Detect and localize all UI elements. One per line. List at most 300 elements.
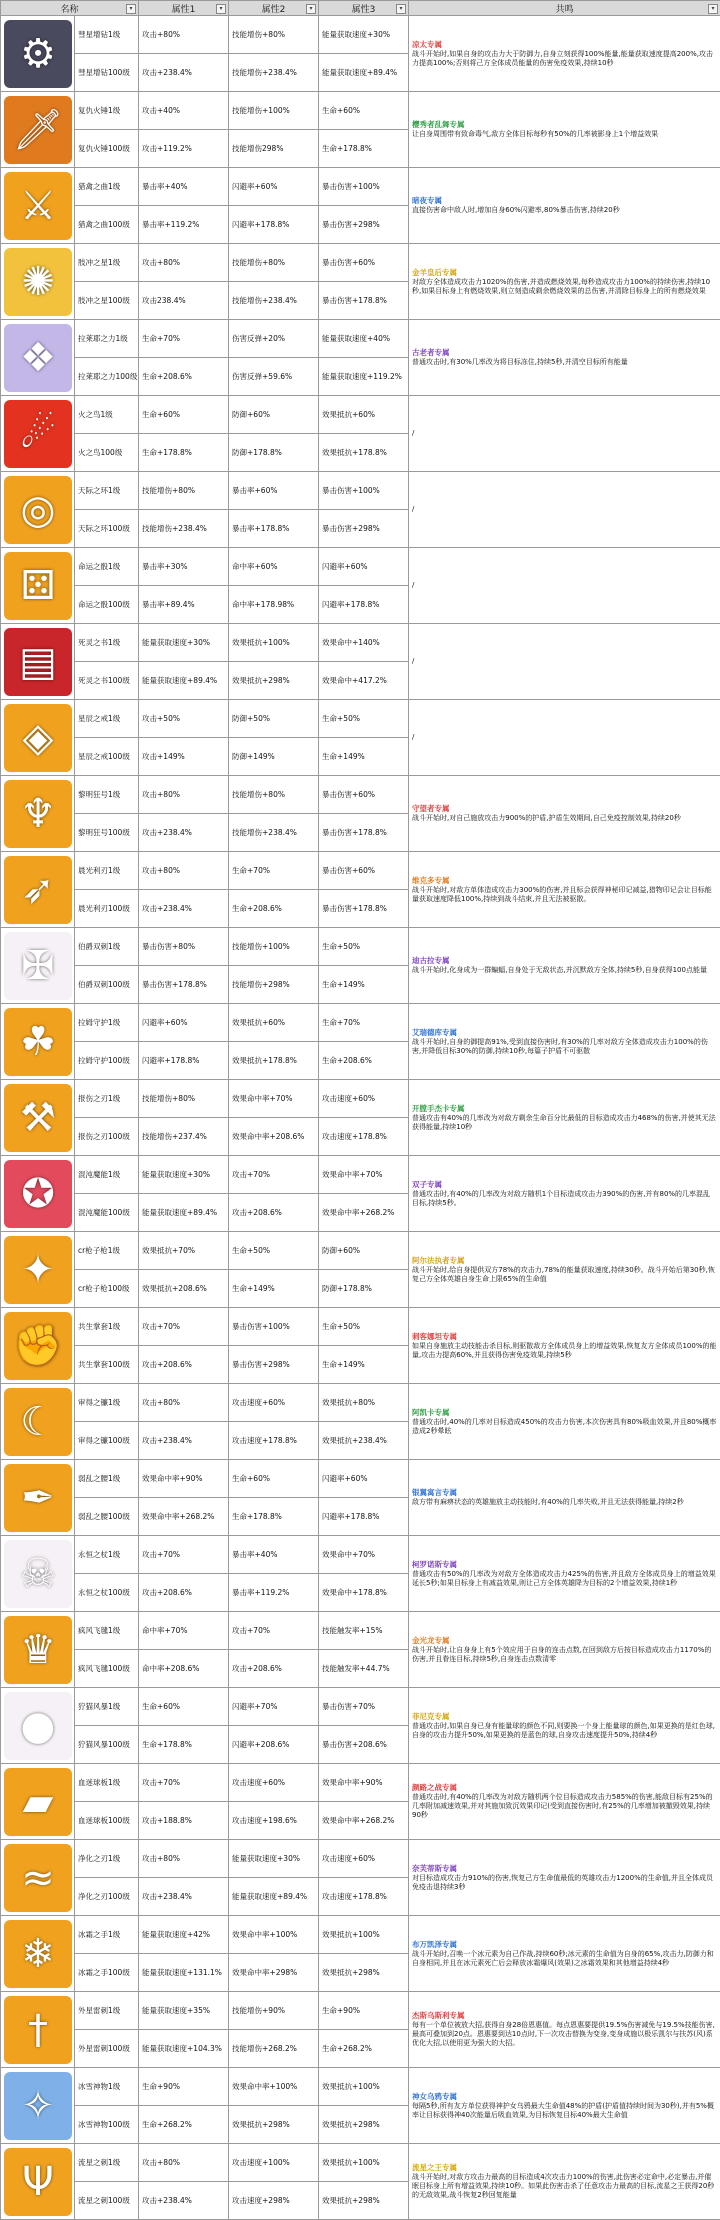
item-name[interactable]: 流星之刺100级 [75, 2182, 139, 2220]
attr2-value[interactable]: 效果命中率+208.6% [229, 1118, 319, 1156]
attr1-value[interactable]: 生命+90% [139, 2068, 229, 2106]
attr3-value[interactable]: 能量获取速度+40% [319, 320, 409, 358]
item-name[interactable]: cr枪子枪1级 [75, 1232, 139, 1270]
attr3-value[interactable]: 技能触发率+44.7% [319, 1650, 409, 1688]
attr1-value[interactable]: 技能增伤+80% [139, 1080, 229, 1118]
attr3-value[interactable]: 效果抵抗+100% [319, 2144, 409, 2182]
attr1-value[interactable]: 攻击+40% [139, 92, 229, 130]
skill-description: 普通攻击时,有40%的几率改为对敌方随机两个位目标造成攻击力585%的伤害,能敌目标有25%的几率附加减速效果,并对其施加致沉效果印记(受到直接伤害时,有25%的几率增加被撤毁效果,持续90秒 [412, 1793, 713, 1819]
attr2-value[interactable]: 能量获取速度+89.4% [229, 1878, 319, 1916]
attr3-value[interactable]: 暴击伤害+60% [319, 776, 409, 814]
resonance-desc-cell[interactable] [409, 1080, 720, 1156]
attr3-value[interactable]: 效果抵抗+298% [319, 2106, 409, 2144]
skill-description: 战斗开始时,对自己施放攻击力900%的护盾,护盾生效期间,自己免疫控制效果,持续20秒 [412, 814, 681, 822]
attr3-value[interactable]: 攻击速度+60% [319, 1080, 409, 1118]
item-name[interactable]: 死灵之书1级 [75, 624, 139, 662]
item-name[interactable]: 猎禽之曲100级 [75, 206, 139, 244]
attr3-value[interactable]: 攻击速度+60% [319, 1840, 409, 1878]
scythe-icon [4, 1388, 72, 1456]
attr3-value[interactable]: 生命+50% [319, 1308, 409, 1346]
attr3-value[interactable]: 暴击伤害+178.8% [319, 282, 409, 320]
attr1-value[interactable]: 攻击+70% [139, 1536, 229, 1574]
attr1-value[interactable]: 能量获取速度+131.1% [139, 1954, 229, 1992]
item-name[interactable]: 疯风飞毽100级 [75, 1650, 139, 1688]
skill-title: 双子专属 [412, 1180, 717, 1189]
attr1-value[interactable]: 攻击+80% [139, 776, 229, 814]
attr2-value[interactable]: 命中率+178.98% [229, 586, 319, 624]
attr3-value[interactable]: 效果抵抗+298% [319, 1954, 409, 1992]
attr3-value[interactable]: 闪避率+178.8% [319, 586, 409, 624]
purple-orb-icon [4, 1692, 72, 1760]
item-name[interactable]: 审得之镰1级 [75, 1384, 139, 1422]
header-name[interactable]: 名称 ▾ [1, 1, 139, 16]
attr2-value[interactable]: 攻击+70% [229, 1156, 319, 1194]
attr2-value[interactable]: 伤害反弹+59.6% [229, 358, 319, 396]
header-attr2[interactable]: 属性2 ▾ [229, 1, 319, 16]
attr1-value[interactable]: 攻击+149% [139, 738, 229, 776]
skull-staff-icon [4, 1540, 72, 1608]
attr2-value[interactable]: 生命+178.8% [229, 1498, 319, 1536]
attr2-value[interactable]: 技能增伤+238.4% [229, 814, 319, 852]
attr3-value[interactable]: 生命+90% [319, 1992, 409, 2030]
attr1-value[interactable]: 攻击+238.4% [139, 54, 229, 92]
attr3-value[interactable]: 效果抵抗+60% [319, 396, 409, 434]
attr1-value[interactable]: 技能增伤+238.4% [139, 510, 229, 548]
resonance-desc-cell[interactable] [409, 16, 720, 92]
item-name[interactable]: 混沌魔能100级 [75, 1194, 139, 1232]
resonance-desc-cell[interactable] [409, 1992, 720, 2068]
attr2-value[interactable]: 效果抵抗+298% [229, 2106, 319, 2144]
item-name[interactable]: 拉莱耶之力1级 [75, 320, 139, 358]
attr2-value[interactable]: 攻击速度+60% [229, 1384, 319, 1422]
item-name[interactable]: 黎明狂号1级 [75, 776, 139, 814]
item-icon-cell [1, 1840, 75, 1916]
item-name[interactable]: 永恒之杖1级 [75, 1536, 139, 1574]
item-name[interactable]: 彗星增钻100级 [75, 54, 139, 92]
item-name[interactable]: 净化之刃1级 [75, 1840, 139, 1878]
attr3-value[interactable]: 暴击伤害+178.8% [319, 814, 409, 852]
attr1-value[interactable]: 生命+178.8% [139, 1726, 229, 1764]
item-name[interactable]: 弱乱之腰100级 [75, 1498, 139, 1536]
attr3-value[interactable]: 生命+149% [319, 966, 409, 1004]
resonance-desc-cell[interactable] [409, 2068, 720, 2144]
attr2-value[interactable]: 效果命中率+298% [229, 1954, 319, 1992]
attr3-value[interactable]: 效果命中率+268.2% [319, 1802, 409, 1840]
attr3-value[interactable]: 攻击速度+178.8% [319, 1118, 409, 1156]
attr2-value[interactable]: 生命+60% [229, 1460, 319, 1498]
attr2-value[interactable]: 效果命中率+100% [229, 2068, 319, 2106]
attr2-value[interactable]: 闪避率+60% [229, 168, 319, 206]
attr3-value[interactable]: 技能触发率+15% [319, 1612, 409, 1650]
item-name[interactable]: 外星雷刺100级 [75, 2030, 139, 2068]
attr3-value[interactable]: 生命+268.2% [319, 2030, 409, 2068]
header-row [1, 1, 720, 16]
attr1-value[interactable]: 能量获取速度+30% [139, 1156, 229, 1194]
resonance-desc-cell[interactable] [409, 624, 720, 700]
item-name[interactable]: 肢冲之星100级 [75, 282, 139, 320]
item-name[interactable]: 拉姆守护100级 [75, 1042, 139, 1080]
attr2-value[interactable]: 生命+50% [229, 1232, 319, 1270]
resonance-desc-cell[interactable] [409, 548, 720, 624]
attr3-value[interactable]: 效果命中+178.8% [319, 1574, 409, 1612]
item-name[interactable]: 猎禽之曲1级 [75, 168, 139, 206]
attr1-value[interactable]: 攻击+80% [139, 1840, 229, 1878]
attr1-value[interactable]: 攻击+80% [139, 1384, 229, 1422]
attr2-value[interactable]: 暴击率+40% [229, 1536, 319, 1574]
item-icon-cell [1, 2144, 75, 2220]
item-name[interactable]: 复仇火锤100级 [75, 130, 139, 168]
attr2-value[interactable]: 生命+70% [229, 852, 319, 890]
item-name[interactable]: 冰霜之手1级 [75, 1916, 139, 1954]
attr1-value[interactable]: 能量获取速度+89.4% [139, 1194, 229, 1232]
attr2-value[interactable]: 攻击速度+198.6% [229, 1802, 319, 1840]
attr1-value[interactable]: 暴击伤害+178.8% [139, 966, 229, 1004]
attr3-value[interactable]: 攻击速度+178.8% [319, 1878, 409, 1916]
resonance-desc-cell[interactable] [409, 1384, 720, 1460]
resonance-desc-cell[interactable] [409, 244, 720, 320]
attr1-value[interactable]: 攻击+70% [139, 1764, 229, 1802]
attr3-value[interactable]: 生命+70% [319, 1004, 409, 1042]
filter-dropdown-icon[interactable]: ▾ [306, 4, 316, 14]
attr2-value[interactable]: 技能增伤+80% [229, 16, 319, 54]
attr1-value[interactable]: 能量获取速度+30% [139, 624, 229, 662]
item-name[interactable]: 火之鸟100级 [75, 434, 139, 472]
item-name[interactable]: 黎明狂号100级 [75, 814, 139, 852]
attr2-value[interactable]: 技能增伤+268.2% [229, 2030, 319, 2068]
attr1-value[interactable]: 生命+208.6% [139, 358, 229, 396]
table-row [1, 1232, 720, 1270]
attr2-value[interactable]: 能量获取速度+30% [229, 1840, 319, 1878]
attr1-value[interactable]: 能量获取速度+104.3% [139, 2030, 229, 2068]
attr2-value[interactable]: 技能增伤+90% [229, 1992, 319, 2030]
attr2-value[interactable]: 防御+149% [229, 738, 319, 776]
attr1-value[interactable]: 效果命中率+90% [139, 1460, 229, 1498]
resonance-desc-cell[interactable] [409, 1916, 720, 1992]
twin-gun-icon [4, 1160, 72, 1228]
attr3-value[interactable]: 暴击伤害+100% [319, 472, 409, 510]
item-name[interactable]: 冰雪神物1级 [75, 2068, 139, 2106]
attr1-value[interactable]: 能量获取速度+89.4% [139, 662, 229, 700]
item-icon-cell [1, 1156, 75, 1232]
item-name[interactable]: 报伤之刃1级 [75, 1080, 139, 1118]
flame-sword-icon [4, 1084, 72, 1152]
attr1-value[interactable]: 效果命中率+268.2% [139, 1498, 229, 1536]
resonance-desc-cell[interactable] [409, 1688, 720, 1764]
attr3-value[interactable]: 生命+178.8% [319, 130, 409, 168]
item-name[interactable]: 血迷球板1级 [75, 1764, 139, 1802]
resonance-desc-cell[interactable] [409, 776, 720, 852]
resonance-desc-cell[interactable] [409, 320, 720, 396]
attr3-value[interactable]: 暴击伤害+60% [319, 852, 409, 890]
attr2-value[interactable]: 暴击伤害+100% [229, 1308, 319, 1346]
item-name[interactable]: 晨光利刃1级 [75, 852, 139, 890]
attr2-value[interactable]: 技能增伤+100% [229, 92, 319, 130]
item-name[interactable]: 星辰之戒100级 [75, 738, 139, 776]
attr2-value[interactable]: 效果抵抗+100% [229, 624, 319, 662]
skill-description: / [412, 581, 414, 589]
attr3-value[interactable]: 能量获取速度+30% [319, 16, 409, 54]
resonance-desc-cell[interactable] [409, 1536, 720, 1612]
attr3-value[interactable]: 暴击伤害+298% [319, 206, 409, 244]
attr1-value[interactable]: 暴击率+30% [139, 548, 229, 586]
attr3-value[interactable]: 效果抵抗+178.8% [319, 434, 409, 472]
resonance-desc-cell[interactable] [409, 928, 720, 1004]
attr3-value[interactable]: 效果命中+417.2% [319, 662, 409, 700]
attr1-value[interactable]: 攻击+70% [139, 1308, 229, 1346]
item-name[interactable]: 拉姆守护1级 [75, 1004, 139, 1042]
attr2-value[interactable]: 防御+178.8% [229, 434, 319, 472]
resonance-desc-cell[interactable] [409, 1764, 720, 1840]
item-glyph: ♆ [4, 780, 72, 848]
attr1-value[interactable]: 攻击+50% [139, 700, 229, 738]
item-name[interactable]: 彗星增钻1级 [75, 16, 139, 54]
attr1-value[interactable]: 攻击+208.6% [139, 1346, 229, 1384]
item-name[interactable]: 星辰之戒1级 [75, 700, 139, 738]
item-name[interactable]: 审得之镰100级 [75, 1422, 139, 1460]
attr1-value[interactable]: 攻击+238.4% [139, 814, 229, 852]
attr1-value[interactable]: 生命+70% [139, 320, 229, 358]
attr1-value[interactable]: 暴击伤害+80% [139, 928, 229, 966]
attr3-value[interactable]: 效果命中+140% [319, 624, 409, 662]
attr3-value[interactable]: 防御+178.8% [319, 1270, 409, 1308]
attr3-value[interactable]: 效果抵抗+80% [319, 1384, 409, 1422]
attr1-value[interactable]: 技能增伤+80% [139, 472, 229, 510]
item-icon-cell [1, 624, 75, 700]
item-name[interactable]: 净化之刃100级 [75, 1878, 139, 1916]
attr3-value[interactable]: 效果命中率+268.2% [319, 1194, 409, 1232]
table-row [1, 1764, 720, 1802]
item-name[interactable]: 冰霜之手100级 [75, 1954, 139, 1992]
item-name[interactable]: 共生掌套1级 [75, 1308, 139, 1346]
resonance-desc-cell[interactable] [409, 1612, 720, 1688]
attr2-value[interactable]: 攻击速度+100% [229, 2144, 319, 2182]
resonance-desc-cell[interactable] [409, 1840, 720, 1916]
attr2-value[interactable]: 技能增伤+80% [229, 776, 319, 814]
skill-title: 古老者专属 [412, 348, 717, 357]
item-name[interactable]: 复仇火锤1级 [75, 92, 139, 130]
attr3-value[interactable]: 生命+208.6% [319, 1042, 409, 1080]
dice-icon [4, 552, 72, 620]
attr1-value[interactable]: 效果抵抗+208.6% [139, 1270, 229, 1308]
attr2-value[interactable]: 暴击率+178.8% [229, 510, 319, 548]
attr1-value[interactable]: 能量获取速度+42% [139, 1916, 229, 1954]
attr1-value[interactable]: 攻击+238.4% [139, 2182, 229, 2220]
item-glyph: † [4, 1996, 72, 2064]
header-desc[interactable]: 共鸣 ▾ [409, 1, 720, 16]
attr1-value[interactable]: 攻击+80% [139, 244, 229, 282]
attr2-value[interactable]: 技能增伤+100% [229, 928, 319, 966]
attr3-value[interactable]: 防御+60% [319, 1232, 409, 1270]
attr3-value[interactable]: 生命+149% [319, 738, 409, 776]
attr3-value[interactable]: 暴击伤害+208.6% [319, 1726, 409, 1764]
attr2-value[interactable]: 效果命中率+100% [229, 1916, 319, 1954]
item-name[interactable]: 疯风飞毽1级 [75, 1612, 139, 1650]
resonance-desc-cell[interactable] [409, 396, 720, 472]
attr3-value[interactable]: 生命+60% [319, 92, 409, 130]
attr1-value[interactable]: 生命+268.2% [139, 2106, 229, 2144]
skill-title: 艾瑞德库专属 [412, 1028, 717, 1037]
attr3-value[interactable]: 暴击伤害+100% [319, 168, 409, 206]
item-name[interactable]: 流星之刺1级 [75, 2144, 139, 2182]
attr2-value[interactable]: 闪避率+70% [229, 1688, 319, 1726]
resonance-desc-cell[interactable] [409, 472, 720, 548]
attr3-value[interactable]: 效果命中率+70% [319, 1156, 409, 1194]
resonance-desc-cell[interactable] [409, 700, 720, 776]
item-name[interactable]: 伯爵双刺100级 [75, 966, 139, 1004]
attr2-value[interactable]: 技能增伤+238.4% [229, 282, 319, 320]
item-name[interactable]: 共生掌套100级 [75, 1346, 139, 1384]
attr3-value[interactable]: 生命+149% [319, 1346, 409, 1384]
header-attr1[interactable]: 属性1 ▾ [139, 1, 229, 16]
resonance-desc-cell[interactable] [409, 1232, 720, 1308]
attr1-value[interactable]: 攻击+188.8% [139, 1802, 229, 1840]
attr2-value[interactable]: 攻击速度+178.8% [229, 1422, 319, 1460]
resonance-desc-cell[interactable] [409, 2144, 720, 2220]
attr3-value[interactable]: 效果抵抗+100% [319, 2068, 409, 2106]
attr2-value[interactable]: 闪避率+178.8% [229, 206, 319, 244]
attr3-value[interactable]: 效果命中+70% [319, 1536, 409, 1574]
attr3-value[interactable]: 暴击伤害+60% [319, 244, 409, 282]
item-name[interactable]: 伯爵双刺1级 [75, 928, 139, 966]
item-name[interactable]: 命运之骰1级 [75, 548, 139, 586]
item-name[interactable]: 天际之环1级 [75, 472, 139, 510]
attr1-value[interactable]: 能量获取速度+35% [139, 1992, 229, 2030]
item-name[interactable]: 拉莱耶之力100级 [75, 358, 139, 396]
filter-dropdown-icon[interactable]: ▾ [396, 4, 406, 14]
attr3-value[interactable]: 效果抵抗+238.4% [319, 1422, 409, 1460]
attr2-value[interactable]: 技能增伤+238.4% [229, 54, 319, 92]
attr1-value[interactable]: 攻击+238.4% [139, 890, 229, 928]
attr3-value[interactable]: 闪避率+178.8% [319, 1498, 409, 1536]
attr3-value[interactable]: 暴击伤害+178.8% [319, 890, 409, 928]
resonance-desc-cell[interactable] [409, 1156, 720, 1232]
resonance-desc-cell[interactable] [409, 1460, 720, 1536]
resonance-desc-cell[interactable] [409, 1308, 720, 1384]
attr1-value[interactable]: 攻击+80% [139, 2144, 229, 2182]
skill-description: 普通攻击时,有40%的几率改为对敌方随机1个目标造成攻击力390%的伤害,并有80%的几率混乱目标,持续5秒。 [412, 1190, 710, 1207]
attr2-value[interactable]: 防御+50% [229, 700, 319, 738]
attr1-value[interactable]: 攻击+238.4% [139, 1878, 229, 1916]
item-name[interactable]: 永恒之杖100级 [75, 1574, 139, 1612]
attr2-value[interactable]: 暴击伤害+298% [229, 1346, 319, 1384]
attr2-value[interactable]: 攻击速度+60% [229, 1764, 319, 1802]
attr1-value[interactable]: 生命+60% [139, 1688, 229, 1726]
attr3-value[interactable]: 能量获取速度+89.4% [319, 54, 409, 92]
attr1-value[interactable]: 生命+178.8% [139, 434, 229, 472]
item-name[interactable]: 狞猫风暴1级 [75, 1688, 139, 1726]
item-name[interactable]: 肢冲之星1级 [75, 244, 139, 282]
item-name[interactable]: 弱乱之腰1级 [75, 1460, 139, 1498]
skill-description: 普通攻击有50%的几率改为对敌方全体造成攻击力425%的伤害,并且敌方全体成员身上的增益效果延长5秒;如果目标身上有减益效果,则让己方全体英雄降为目标的2个增益效果,持续1秒 [412, 1570, 716, 1587]
attr2-value[interactable]: 攻击+208.6% [229, 1194, 319, 1232]
resonance-desc-cell[interactable] [409, 168, 720, 244]
attr1-value[interactable]: 效果抵抗+70% [139, 1232, 229, 1270]
item-name[interactable]: 血迷球板100级 [75, 1802, 139, 1840]
attr1-value[interactable]: 闪避率+178.8% [139, 1042, 229, 1080]
attr3-value[interactable]: 效果抵抗+298% [319, 2182, 409, 2220]
attr1-value[interactable]: 攻击+208.6% [139, 1574, 229, 1612]
item-name[interactable]: 外星雷刺1级 [75, 1992, 139, 2030]
filter-dropdown-icon[interactable]: ▾ [216, 4, 226, 14]
attr3-value[interactable]: 生命+50% [319, 928, 409, 966]
item-name[interactable]: cr枪子枪100级 [75, 1270, 139, 1308]
attr2-value[interactable]: 效果抵抗+178.8% [229, 1042, 319, 1080]
attr1-value[interactable]: 命中率+208.6% [139, 1650, 229, 1688]
attr1-value[interactable]: 攻击238.4% [139, 282, 229, 320]
item-name[interactable]: 晨光利刃100级 [75, 890, 139, 928]
attr1-value[interactable]: 暴击率+89.4% [139, 586, 229, 624]
resonance-desc-cell[interactable] [409, 1004, 720, 1080]
attr1-value[interactable]: 闪避率+60% [139, 1004, 229, 1042]
skill-description: 直接伤害命中敌人时,增加自身60%闪避率,80%暴击伤害,持续20秒 [412, 206, 620, 214]
attr2-value[interactable]: 攻击+208.6% [229, 1650, 319, 1688]
attr3-value[interactable]: 效果抵抗+100% [319, 1916, 409, 1954]
item-name[interactable]: 混沌魔能1级 [75, 1156, 139, 1194]
attr1-value[interactable]: 命中率+70% [139, 1612, 229, 1650]
attr1-value[interactable]: 技能增伤+237.4% [139, 1118, 229, 1156]
attr3-value[interactable]: 闪避率+60% [319, 1460, 409, 1498]
attr3-value[interactable]: 效果命中率+90% [319, 1764, 409, 1802]
attr2-value[interactable]: 生命+149% [229, 1270, 319, 1308]
attr2-value[interactable]: 技能增伤+80% [229, 244, 319, 282]
item-name[interactable]: 死灵之书100级 [75, 662, 139, 700]
attr2-value[interactable]: 命中率+60% [229, 548, 319, 586]
item-name[interactable]: 火之鸟1级 [75, 396, 139, 434]
attr2-value[interactable]: 攻击速度+298% [229, 2182, 319, 2220]
item-name[interactable]: 命运之骰100级 [75, 586, 139, 624]
item-name[interactable]: 狞猫风暴100级 [75, 1726, 139, 1764]
attr2-value[interactable]: 效果抵抗+60% [229, 1004, 319, 1042]
claw-icon [4, 1008, 72, 1076]
attr2-value[interactable]: 效果命中率+70% [229, 1080, 319, 1118]
attr1-value[interactable]: 攻击+119.2% [139, 130, 229, 168]
attr2-value[interactable]: 技能增伤298% [229, 130, 319, 168]
attr3-value[interactable]: 能量获取速度+119.2% [319, 358, 409, 396]
item-name[interactable]: 报伤之刃100级 [75, 1118, 139, 1156]
attr1-value[interactable]: 攻击+238.4% [139, 1422, 229, 1460]
attr1-value[interactable]: 生命+60% [139, 396, 229, 434]
filter-dropdown-icon[interactable]: ▾ [126, 4, 136, 14]
item-name[interactable]: 天际之环100级 [75, 510, 139, 548]
attr1-value[interactable]: 攻击+80% [139, 852, 229, 890]
attr1-value[interactable]: 暴击率+119.2% [139, 206, 229, 244]
attr2-value[interactable]: 闪避率+208.6% [229, 1726, 319, 1764]
attr2-value[interactable]: 生命+208.6% [229, 890, 319, 928]
attr2-value[interactable]: 攻击+70% [229, 1612, 319, 1650]
attr2-value[interactable]: 伤害反弹+20% [229, 320, 319, 358]
resonance-desc-cell[interactable] [409, 92, 720, 168]
table-row [1, 1688, 720, 1726]
ice-claw-icon [4, 1920, 72, 1988]
item-glyph: ✊ [4, 1312, 72, 1380]
attr3-value[interactable]: 暴击伤害+298% [319, 510, 409, 548]
item-name[interactable]: 冰雪神物100级 [75, 2106, 139, 2144]
attr3-value[interactable]: 闪避率+60% [319, 548, 409, 586]
attr2-value[interactable]: 效果抵抗+298% [229, 662, 319, 700]
attr2-value[interactable]: 暴击率+60% [229, 472, 319, 510]
attr1-value[interactable]: 暴击率+40% [139, 168, 229, 206]
attr2-value[interactable]: 暴击率+119.2% [229, 1574, 319, 1612]
attr1-value[interactable]: 攻击+80% [139, 16, 229, 54]
attr3-value[interactable]: 暴击伤害+70% [319, 1688, 409, 1726]
attr2-value[interactable]: 防御+60% [229, 396, 319, 434]
resonance-desc-cell[interactable] [409, 852, 720, 928]
attr3-value[interactable]: 生命+50% [319, 700, 409, 738]
item-icon-cell [1, 776, 75, 852]
filter-dropdown-icon[interactable]: ▾ [708, 4, 718, 14]
header-attr3[interactable]: 属性3 ▾ [319, 1, 409, 16]
attr2-value[interactable]: 技能增伤+298% [229, 966, 319, 1004]
